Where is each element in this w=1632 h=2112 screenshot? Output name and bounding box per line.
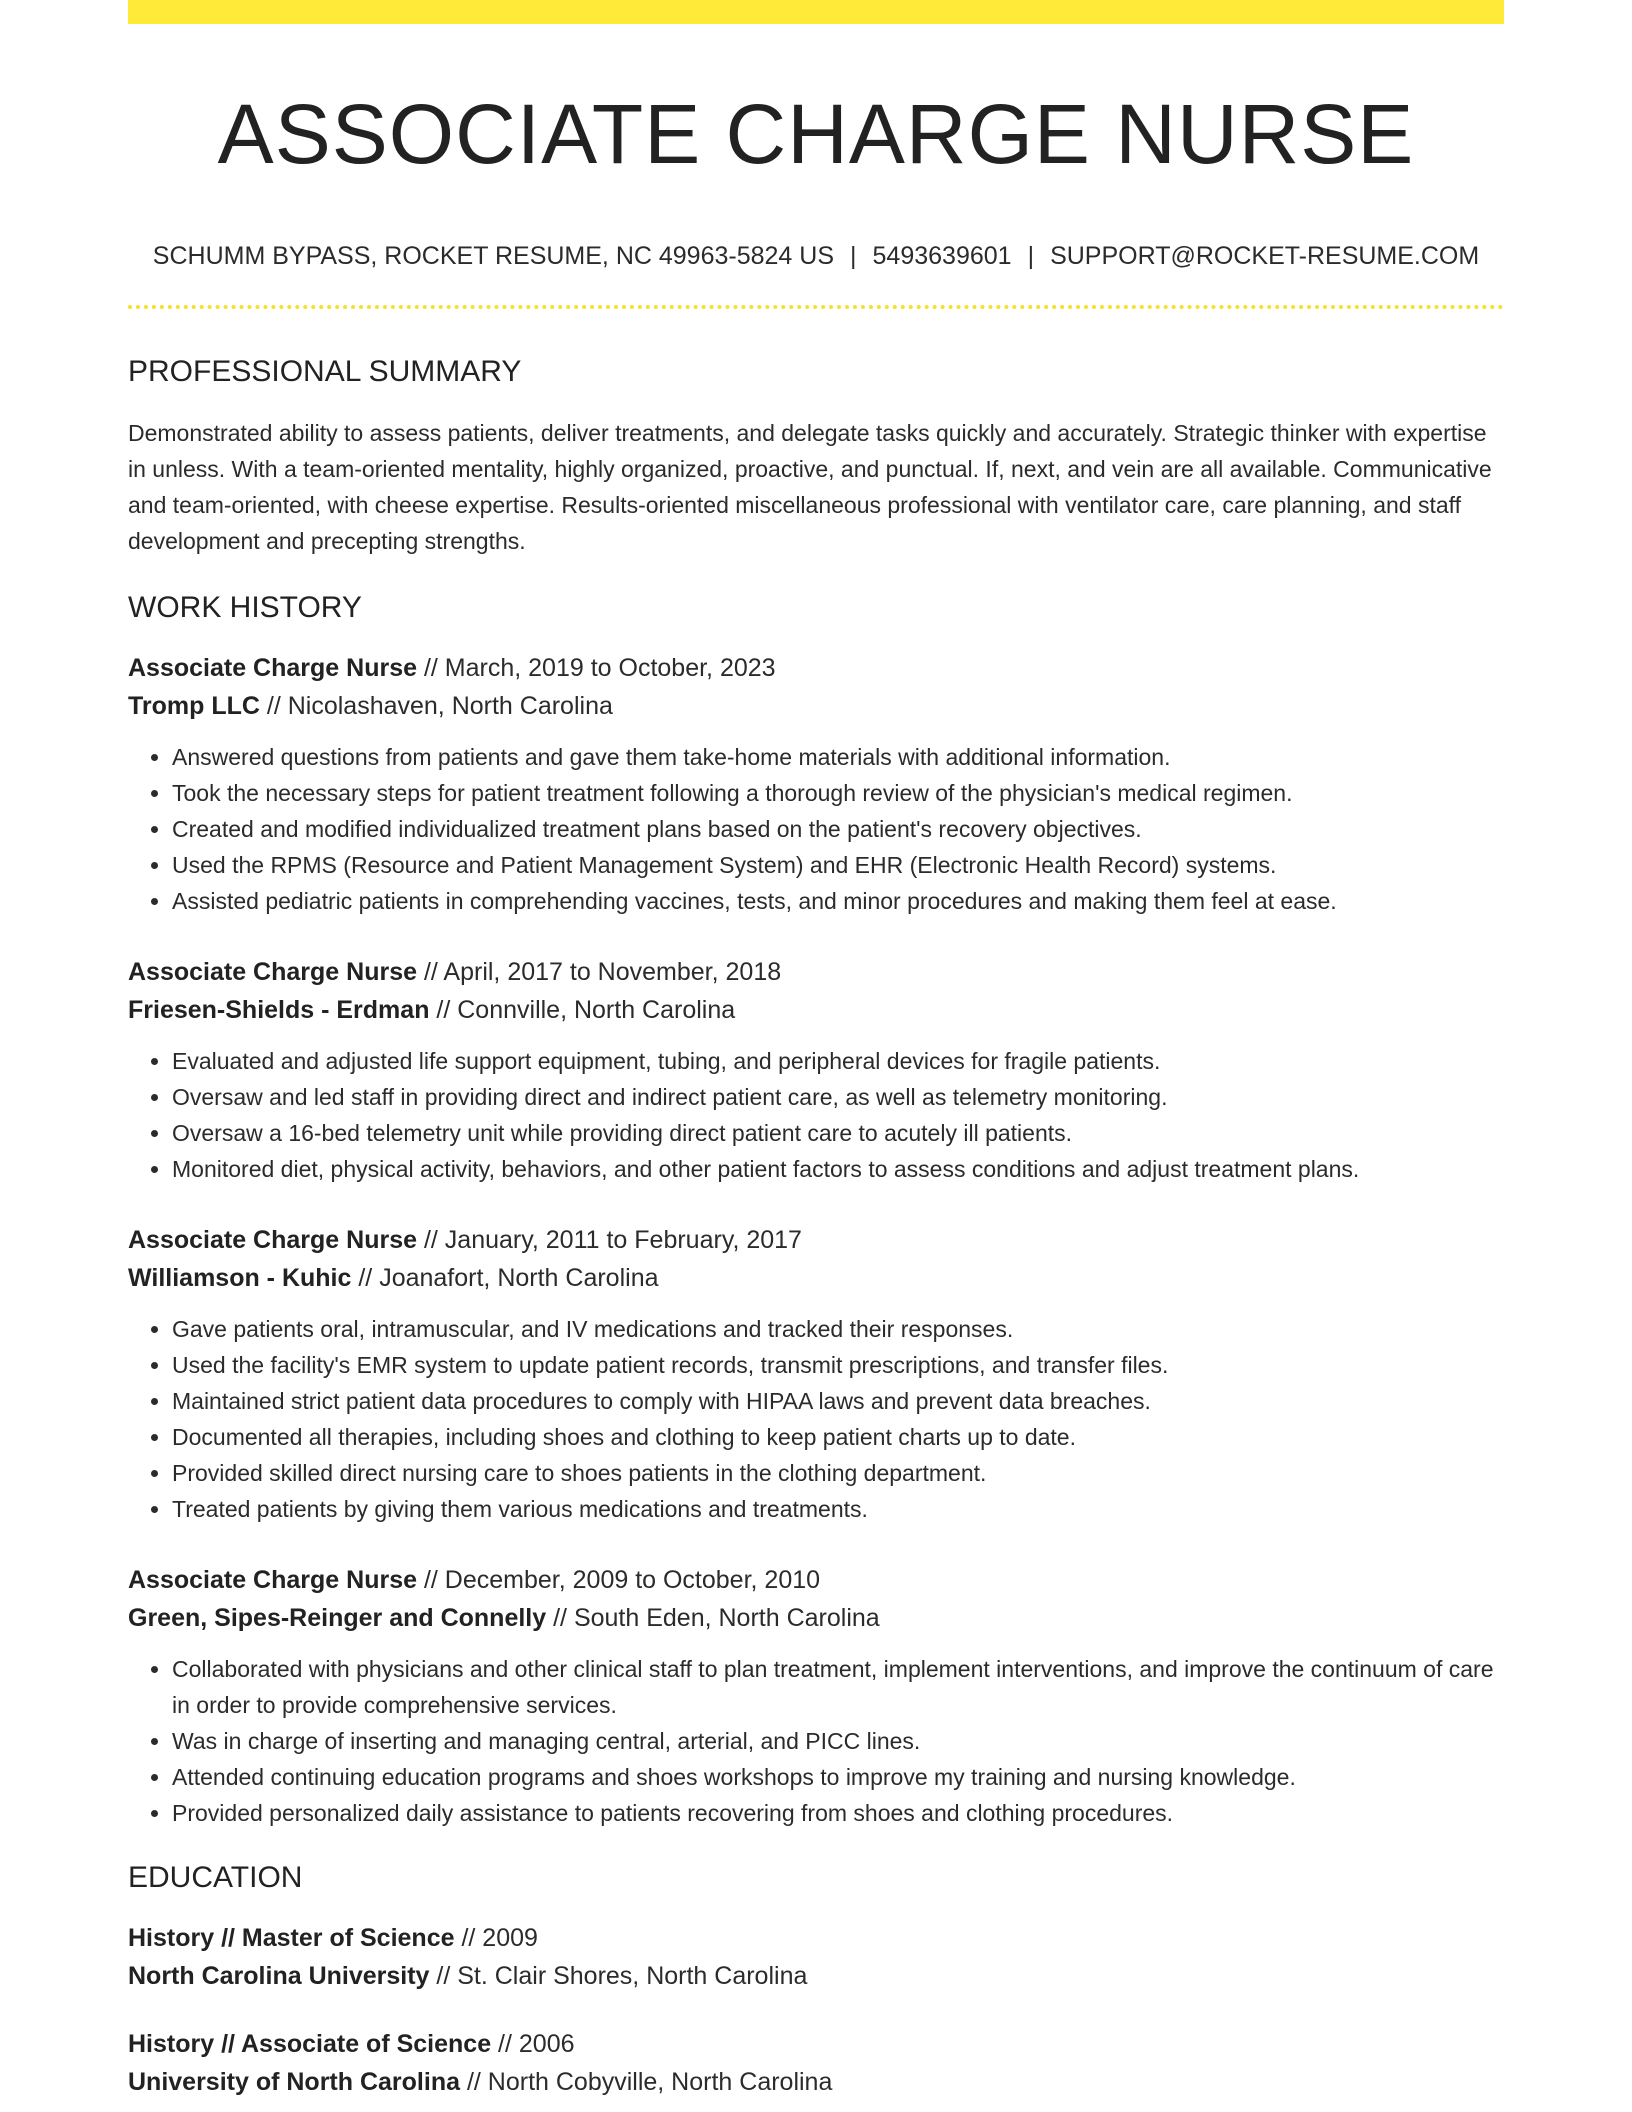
job-title: Associate Charge Nurse [128,1566,418,1594]
job-bullet: • Collaborated with physicians and other clinical staff to plan treatment, implement interventions, and improve the continuum of care in order to provide comprehensive services. [172,1651,1504,1723]
job-title-line [128,1221,1504,1259]
education-entry [128,2025,1504,2101]
degree-year: // 2009 [454,1924,538,1952]
job-company: Tromp LLC [128,692,260,720]
job-company-line [128,991,1504,1029]
job-bullet: • Evaluated and adjusted life support equipment, tubing, and peripheral devices for fragile patients. [172,1043,1504,1079]
job-title-line [128,649,1504,687]
job-company-line [128,1259,1504,1297]
job-bullet: • Oversaw and led staff in providing direct and indirect patient care, as well as telemetry monitoring. [172,1079,1504,1115]
school-line [128,1957,1504,1995]
job-bullet: • Provided personalized daily assistance to patients recovering from shoes and clothing procedures. [172,1795,1504,1831]
job-bullet: • Maintained strict patient data procedures to comply with HIPAA laws and prevent data breaches. [172,1383,1504,1419]
job-title-line [128,1561,1504,1599]
contact-email: SUPPORT@ROCKET-RESUME.COM [1050,242,1480,270]
job-location: // Connville, North Carolina [429,996,736,1024]
school: North Carolina University [128,1962,430,1990]
job-entry [128,649,1504,919]
job-bullet: • Answered questions from patients and gave them take-home materials with additional information. [172,739,1504,775]
job-title: Associate Charge Nurse [128,1226,418,1254]
job-bullets [128,739,1504,919]
job-bullet: • Assisted pediatric patients in comprehending vaccines, tests, and minor procedures and making them feel at ease. [172,883,1504,919]
education-entry [128,1919,1504,1995]
job-company-line [128,1599,1504,1637]
job-location: // Nicolashaven, North Carolina [259,692,613,720]
job-bullet: • Attended continuing education programs and shoes workshops to improve my training and nursing knowledge. [172,1759,1504,1795]
contact-separator: | [850,242,857,270]
dotted-divider [128,305,1504,309]
job-bullet: • Used the RPMS (Resource and Patient Management System) and EHR (Electronic Health Record) systems. [172,847,1504,883]
job-bullet: • Monitored diet, physical activity, behaviors, and other patient factors to assess conditions and adjust treatment plans. [172,1151,1504,1187]
work-history-heading: WORK HISTORY [128,591,362,624]
school-location: // St. Clair Shores, North Carolina [429,1962,808,1990]
education-heading: EDUCATION [128,1861,303,1894]
job-entry [128,953,1504,1187]
job-location: // Joanafort, North Carolina [351,1264,659,1292]
job-bullet: • Created and modified individualized treatment plans based on the patient's recovery objectives. [172,811,1504,847]
job-bullet: • Gave patients oral, intramuscular, and IV medications and tracked their responses. [172,1311,1504,1347]
job-title: Associate Charge Nurse [128,958,418,986]
summary-text: Demonstrated ability to assess patients, deliver treatments, and delegate tasks quickly and accurately. Strategic thinker with expertise in unless. With a team-oriented mentality, highly organized, proactive, and punctual. If, next, and vein are all available. Communicative and team-oriented, with cheese expertise. Results-oriented miscellaneous professional with ventilator care, care planning, and staff development and precepting strengths. [128,420,1492,554]
degree: History // Associate of Science [128,2030,492,2058]
job-dates: // March, 2019 to October, 2023 [417,654,776,682]
degree-year: // 2006 [491,2030,575,2058]
page-title: ASSOCIATE CHARGE NURSE [217,87,1415,181]
job-company: Green, Sipes-Reinger and Connelly [128,1604,547,1632]
job-bullets [128,1651,1504,1831]
resume-page [128,0,1504,2101]
job-title-line [128,953,1504,991]
contact-separator: | [1027,242,1035,270]
job-dates: // December, 2009 to October, 2010 [417,1566,821,1594]
job-bullets [128,1311,1504,1527]
degree-line [128,2025,1504,2063]
school: University of North Carolina [128,2068,460,2096]
job-bullet: • Provided skilled direct nursing care to shoes patients in the clothing department. [172,1455,1504,1491]
job-entry [128,1561,1504,1831]
contact-line [128,240,1504,272]
job-bullet: • Treated patients by giving them various medications and treatments. [172,1491,1504,1527]
contact-phone: 5493639601 [872,242,1012,270]
summary-heading: PROFESSIONAL SUMMARY [128,355,522,388]
contact-address: SCHUMM BYPASS, ROCKET RESUME, NC 49963-5824 US [152,242,835,270]
job-company-line [128,687,1504,725]
job-company: Friesen-Shields - Erdman [128,996,430,1024]
school-location: // North Cobyville, North Carolina [460,2068,833,2096]
school-line [128,2063,1504,2101]
job-company: Williamson - Kuhic [128,1264,352,1292]
job-bullet: • Took the necessary steps for patient treatment following a thorough review of the physician's medical regimen. [172,775,1504,811]
job-bullet: • Oversaw a 16-bed telemetry unit while providing direct patient care to acutely ill patients. [172,1115,1504,1151]
job-entry [128,1221,1504,1527]
degree: History // Master of Science [128,1924,455,1952]
job-bullet: • Documented all therapies, including shoes and clothing to keep patient charts up to date. [172,1419,1504,1455]
degree-line [128,1919,1504,1957]
job-dates: // January, 2011 to February, 2017 [417,1226,802,1254]
job-bullet: • Was in charge of inserting and managing central, arterial, and PICC lines. [172,1723,1504,1759]
job-dates: // April, 2017 to November, 2018 [417,958,782,986]
job-location: // South Eden, North Carolina [546,1604,880,1632]
job-bullet: • Used the facility's EMR system to update patient records, transmit prescriptions, and transfer files. [172,1347,1504,1383]
job-bullets [128,1043,1504,1187]
accent-bar [128,0,1504,24]
job-title: Associate Charge Nurse [128,654,418,682]
